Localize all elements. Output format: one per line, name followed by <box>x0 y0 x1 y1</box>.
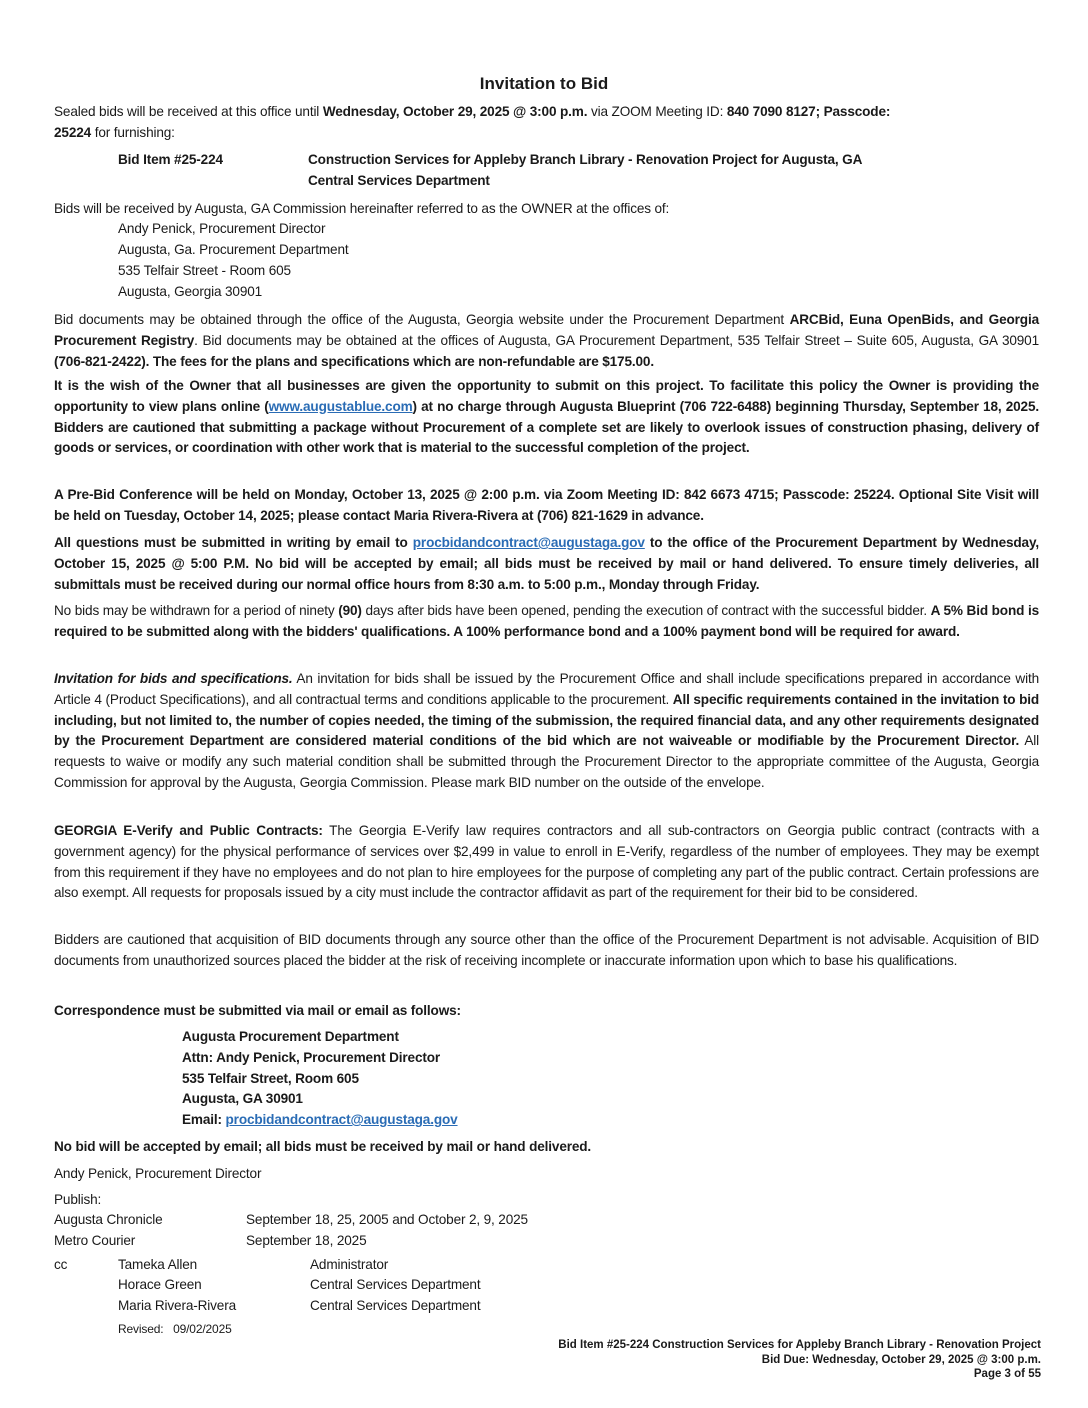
cc-name: Tameka Allen <box>118 1257 198 1272</box>
publish-dates: September 18, 2025 <box>246 1233 367 1248</box>
cc-role: Central Services Department <box>310 1277 481 1292</box>
everify-paragraph <box>54 821 1039 904</box>
owner-address-line: Augusta, Georgia 30901 <box>118 284 263 299</box>
page-title: Invitation to Bid <box>479 74 609 93</box>
revised-label: Revised: <box>118 1322 164 1336</box>
cc-role: Administrator <box>310 1257 389 1272</box>
correspondence-line: Attn: Andy Penick, Procurement Director <box>182 1050 441 1065</box>
bid-item-department: Central Services Department <box>308 173 490 188</box>
owner-address-line: Augusta, Ga. Procurement Department <box>118 242 349 257</box>
owner-intro: Bids will be received by Augusta, GA Commission hereinafter referred to as the OWNER at the offices of: <box>54 201 670 216</box>
cc-name: Horace Green <box>118 1277 202 1292</box>
owner-address-line: 535 Telfair Street - Room 605 <box>118 263 291 278</box>
bid-platforms: ARCBid, Euna OpenBids, and Georgia Procurement Registry <box>54 312 1039 348</box>
intro-text: Sealed bids will be received at this office until <box>54 104 323 119</box>
owner-wish-text-2: ) at no charge through Augusta Blueprint (706 722-6488) beginning Thursday, September 18, 2025. Bidders are cautioned that submitting a package without Procurement of a complete set are likely to overlook issues of construction phasing, delivery of goods or services, or coordination with other work that is material to the successful completion of the project. <box>54 398 1039 456</box>
email-label: Email: <box>182 1112 226 1127</box>
page-number: Page 3 of 55 <box>973 1368 1041 1380</box>
specifications-paragraph <box>54 669 1039 794</box>
owner-wish-paragraph <box>54 376 1039 459</box>
cc-role: Central Services Department <box>310 1298 481 1313</box>
withdrawal-days: (90) <box>338 603 362 618</box>
bid-item-label: Bid Item #25-224 <box>118 152 223 167</box>
bond-requirements: A 5% Bid bond is required to be submitted along with the bidders' qualifications. A 100% performance bond and a 100% payment bond will be required for award. <box>54 603 1039 639</box>
pre-bid-paragraph: A Pre-Bid Conference will be held on Monday, October 13, 2025 @ 2:00 p.m. via Zoom Meeting ID: 842 6673 4715; Passcode: 25224. Optional Site Visit will be held on Tuesday, October 14, 2025; please contact Maria Rivera-Rivera at (706) 821-1629 in advance. <box>54 487 1039 523</box>
signature: Andy Penick, Procurement Director <box>54 1166 262 1181</box>
augustablue-link[interactable]: www.augustablue.com <box>268 398 413 414</box>
material-conditions: All specific requirements contained in the invitation to bid including, but not limited to, the number of copies needed, the timing of the submission, the required financial data, and any other requirements designated by the Procurement Department are considered material conditions of the bid which are not waiveable or modifiable by the Procurement Director. <box>54 691 1039 749</box>
correspondence-email-line <box>182 1110 458 1131</box>
correspondence-heading: Correspondence must be submitted via mail or email as follows: <box>54 1003 461 1018</box>
passcode: 25224 <box>54 125 92 140</box>
specifications-text: An invitation for bids shall be issued by the Procurement Office and shall include specifications prepared in accordance with Article 4 (Product Specifications), and all contractual terms and conditions applicable to the procurement. <box>54 671 1039 707</box>
revised-date: 09/02/2025 <box>173 1322 232 1336</box>
bid-documents-paragraph <box>54 310 1039 372</box>
correspondence-line: Augusta Procurement Department <box>182 1029 399 1044</box>
correspondence-email-link[interactable]: procbidandcontract@augustaga.gov <box>225 1112 458 1127</box>
withdrawal-text-2: days after bids have been opened, pending the execution of contract with the successful bidder. <box>361 603 931 618</box>
cc-label: cc <box>54 1257 68 1272</box>
footer-bid-item: Bid Item #25-224 Construction Services for Appleby Branch Library - Renovation Project <box>558 1339 1041 1351</box>
bid-documents-text: Bid documents may be obtained through the office of the Augusta, Georgia website under the Procurement Department <box>54 312 790 327</box>
questions-text-2: to the office of the Procurement Department by Wednesday, October 15, 2025 @ 5:00 P.M. No bid will be accepted by email; all bids must be received by mail or hand delivered. To ensure timely deliveries, all submittals must be received during our normal office hours from 8:30 a.m. to 5:00 p.m., Monday through Friday. <box>54 535 1039 592</box>
questions-text: All questions must be submitted in writing by email to <box>54 535 413 550</box>
procurement-email-link[interactable]: procbidandcontract@augustaga.gov <box>412 535 645 550</box>
questions-paragraph <box>54 533 1039 595</box>
bid-documents-text-2: . Bid documents may be obtained at the offices of Augusta, GA Procurement Department, 535 Telfair Street – Suite 605, Augusta, GA 30901 <box>194 332 1039 348</box>
intro-mid-text: via ZOOM Meeting ID: <box>587 104 727 119</box>
page-footer <box>558 1338 1041 1382</box>
withdrawal-text: No bids may be withdrawn for a period of ninety <box>54 603 339 618</box>
no-email-notice: No bid will be accepted by email; all bids must be received by mail or hand delivered. <box>54 1139 592 1154</box>
footer-bid-due: Bid Due: Wednesday, October 29, 2025 @ 3:00 p.m. <box>761 1353 1041 1366</box>
everify-heading: GEORGIA E-Verify and Public Contracts: <box>54 823 323 838</box>
publish-paper: Augusta Chronicle <box>54 1212 163 1227</box>
cc-name: Maria Rivera-Rivera <box>118 1298 237 1313</box>
publish-label: Publish: <box>54 1192 102 1207</box>
owner-wish-text: It is the wish of the Owner that all businesses are given the opportunity to submit on this project. To facilitate this policy the Owner is providing the opportunity to view plans online ( <box>54 378 1039 414</box>
bid-item-description: Construction Services for Appleby Branch Library - Renovation Project for Augusta, GA <box>308 152 863 167</box>
intro-line-1 <box>54 102 1039 123</box>
revised-note <box>118 1319 232 1340</box>
intro-line-2-text: for furnishing: <box>91 125 175 140</box>
publish-paper: Metro Courier <box>54 1233 136 1248</box>
zoom-meeting-id: 840 7090 8127; Passcode: <box>726 104 891 119</box>
owner-address-line: Andy Penick, Procurement Director <box>118 221 326 236</box>
caution-paragraph: Bidders are cautioned that acquisition of BID documents through any source other than the office of the Procurement Department is not advisable. Acquisition of BID documents from unauthorized sources placed the bidder at the risk of receiving incomplete or inaccurate information upon which to base his qualifications. <box>54 932 1039 968</box>
correspondence-line: Augusta, GA 30901 <box>182 1091 303 1106</box>
intro-line-2 <box>54 123 175 144</box>
bid-deadline: Wednesday, October 29, 2025 @ 3:00 p.m. <box>322 104 588 119</box>
correspondence-line: 535 Telfair Street, Room 605 <box>182 1071 359 1086</box>
specifications-text-2: All requests to waive or modify any such material condition shall be submitted through the Procurement Director to the appropriate committee of the Augusta, Georgia Commission for approval by the Augusta, Georgia Commission. Please mark BID number on the outside of the envelope. <box>54 733 1039 790</box>
specifications-heading: Invitation for bids and specifications. <box>54 671 293 686</box>
bid-fee: (706-821-2422). The fees for the plans and specifications which are non-refundable are $175.00. <box>54 353 654 369</box>
publish-dates: September 18, 25, 2005 and October 2, 9, 2025 <box>246 1212 528 1227</box>
everify-text: The Georgia E-Verify law requires contractors and all sub-contractors on Georgia public contract (contracts with a government agency) for the physical performance of services over $2,499 in value to enroll in E-Verify, regardless of the number of employees. They may be exempt from this requirement if they have no employees and do not plan to hire employees for the purpose of completing any part of the public contract. Certain professions are also exempt. All requests for proposals issued by a city must include the contractor affidavit as part of the requirement for their bid to be considered. <box>54 823 1039 901</box>
withdrawal-paragraph <box>54 601 1039 643</box>
